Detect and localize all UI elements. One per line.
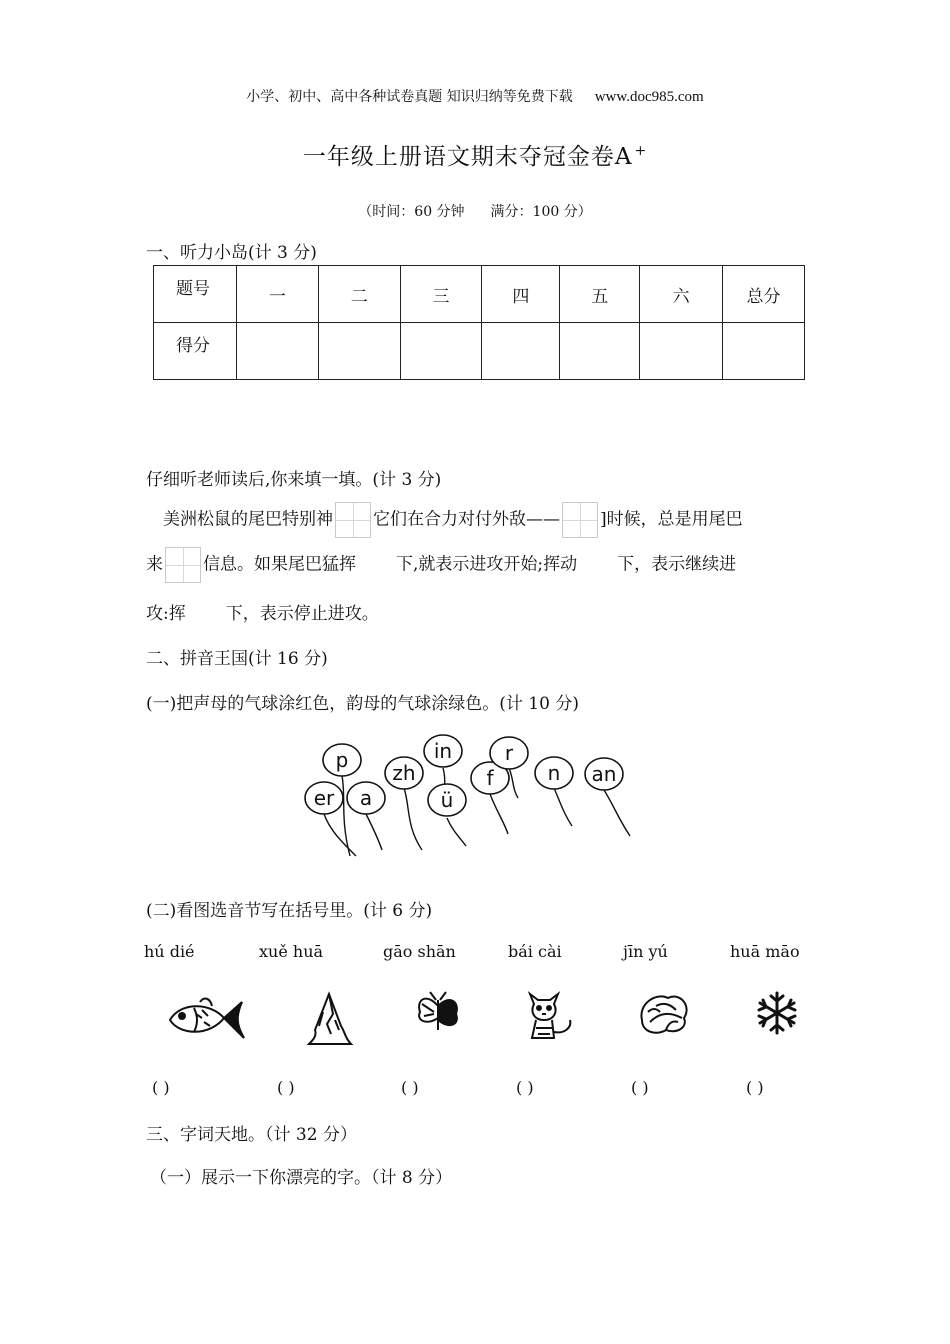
table-row (154, 323, 805, 380)
balloon-label: n (547, 761, 561, 785)
passage-line-1 (163, 502, 743, 538)
answer-paren[interactable]: ( ) (401, 1078, 419, 1097)
header-cell: 五 (560, 266, 640, 323)
balloon-label: zh (392, 761, 416, 785)
header-url[interactable]: www.doc985.com (594, 89, 704, 105)
section2-heading: 二、拼音王国(计 16 分) (146, 649, 328, 669)
syllable: xuě huā (259, 942, 324, 961)
syllable: gāo shān (383, 942, 456, 961)
syllable: bái cài (508, 942, 562, 961)
exam-info (0, 201, 950, 221)
syllable: huā māo (730, 942, 800, 961)
answer-paren[interactable]: ( ) (152, 1078, 170, 1097)
passage-text: 下,就表示进攻开始;挥动 (396, 554, 578, 575)
syllable: hú dié (144, 942, 195, 961)
passage-text: 攻:挥 (146, 604, 186, 624)
answer-paren[interactable]: ( ) (746, 1078, 764, 1097)
snowflake-icon (754, 990, 800, 1036)
score-cell[interactable] (560, 323, 640, 380)
passage-line-2 (146, 547, 736, 583)
section2-part1: (一)把声母的气球涂红色，韵母的气球涂绿色。(计 10 分) (146, 694, 579, 714)
balloon-label: er (313, 786, 335, 810)
passage-text: 它们在合力对付外敌—— (373, 509, 560, 530)
score-table (153, 265, 805, 380)
row-label: 题号 (154, 266, 237, 323)
butterfly-icon (414, 990, 462, 1040)
passage-text: ]时候，总是用尾巴 (600, 509, 743, 530)
fill-box[interactable] (562, 502, 598, 538)
balloon-label: a (359, 786, 373, 810)
fish-icon (166, 994, 248, 1046)
score-cell[interactable] (723, 323, 805, 380)
balloon-label: ü (440, 788, 454, 812)
header-cell: 总分 (723, 266, 805, 323)
passage-text: 来 (146, 554, 163, 575)
fill-box[interactable] (165, 547, 201, 583)
title-sup: + (634, 143, 648, 160)
exam-score: 满分：100 分） (490, 204, 592, 220)
mountain-icon (305, 990, 355, 1046)
row-label: 得分 (154, 323, 237, 380)
section3-heading: 三、字词天地。（计 32 分） (146, 1125, 357, 1145)
balloon-label: in (433, 739, 453, 763)
cat-icon (522, 988, 578, 1044)
site-header (0, 86, 950, 106)
balloon-label: an (591, 762, 617, 786)
table-row (154, 266, 805, 323)
passage-text: 下，表示停止进攻。 (225, 604, 379, 624)
header-cell: 四 (482, 266, 560, 323)
page-title (0, 138, 950, 171)
passage-text: 信息。如果尾巴猛挥 (203, 554, 356, 575)
passage-line-3 (146, 599, 379, 624)
answer-paren[interactable]: ( ) (516, 1078, 534, 1097)
balloon-label: f (486, 766, 494, 790)
passage-text: 美洲松鼠的尾巴特别神 (163, 509, 333, 530)
cabbage-icon (636, 988, 694, 1038)
header-cell: 二 (318, 266, 400, 323)
score-cell[interactable] (640, 323, 723, 380)
header-cell: 六 (640, 266, 723, 323)
score-cell[interactable] (400, 323, 482, 380)
syllable: jīn yú (623, 942, 668, 961)
balloon-cluster (300, 726, 640, 860)
balloon-label: p (335, 748, 349, 772)
header-cell: 三 (400, 266, 482, 323)
balloon-label: r (504, 741, 514, 765)
section2-part2: (二)看图选音节写在括号里。(计 6 分) (146, 901, 433, 921)
title-text: 一年级上册语文期末夺冠金卷A (302, 144, 633, 170)
header-text: 小学、初中、高中各种试卷真题 知识归纳等免费下载 (246, 89, 573, 105)
score-cell[interactable] (318, 323, 400, 380)
answer-paren[interactable]: ( ) (277, 1078, 295, 1097)
fill-box[interactable] (335, 502, 371, 538)
header-cell: 一 (236, 266, 318, 323)
exam-time: （时间：60 分钟 (358, 204, 465, 220)
score-cell[interactable] (236, 323, 318, 380)
passage-text: 下，表示继续进 (617, 554, 737, 575)
section3-part1: （一）展示一下你漂亮的字。（计 8 分） (150, 1168, 453, 1188)
section1-heading: 一、听力小岛(计 3 分) (146, 243, 317, 263)
answer-paren[interactable]: ( ) (631, 1078, 649, 1097)
score-cell[interactable] (482, 323, 560, 380)
listening-instruction: 仔细听老师读后,你来填一填。(计 3 分) (146, 470, 442, 490)
